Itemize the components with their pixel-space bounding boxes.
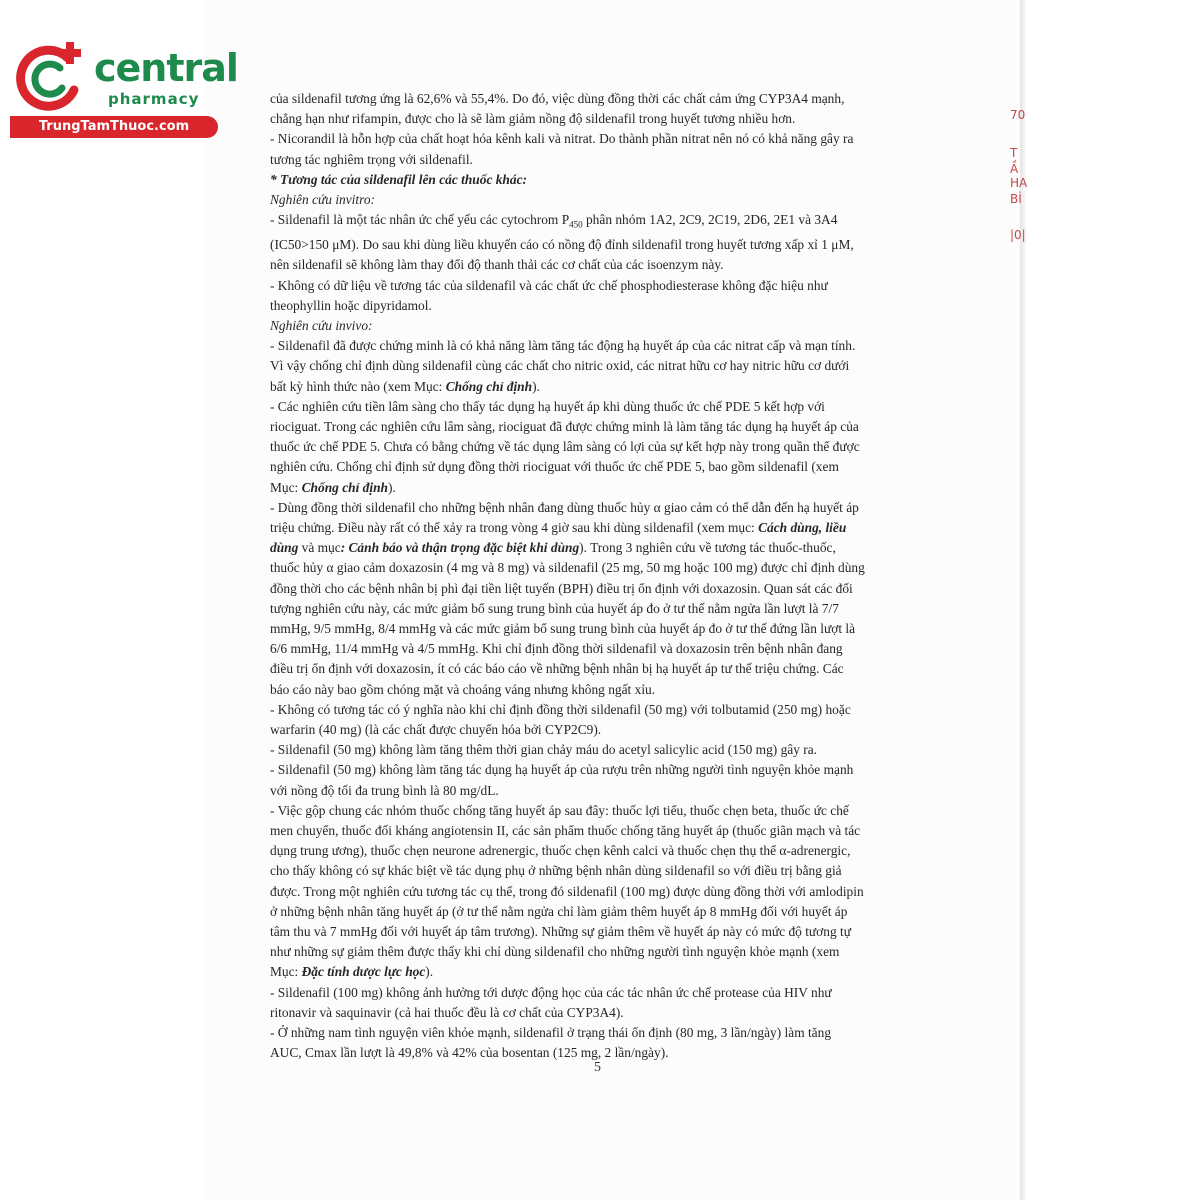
- text-line: của sildenafil tương ứng là 62,6% và 55,4%. Do đó, việc dùng đồng thời các chất cảm ứng CYP3A4 mạnh,: [270, 91, 845, 106]
- text-line: thuốc ức chế PDE 5. Chưa có bằng chứng về tác dụng lâm sàng có lợi của sự kết hợp này trong quần thể được: [270, 439, 860, 455]
- text-line: - Ở những nam tình nguyện viên khỏe mạnh, sildenafil ở trạng thái ổn định (80 mg, 3 lần/ngày) làm tăng: [270, 1025, 832, 1041]
- text-line: warfarin (40 mg) (là các chất được chuyển hóa bởi CYP2C9).: [270, 721, 602, 737]
- text-line: mmHg, 9/5 mmHg, 8/4 mmHg và các mức giảm bổ sung trung bình của huyết áp đo ở tư thế đứng lần lượt là: [270, 620, 856, 636]
- stamp-text: |0|: [1010, 228, 1026, 242]
- text-line: nên sildenafil sẽ không làm thay đổi độ thanh thải các cơ chất của các isoenzym này.: [270, 257, 724, 273]
- text-line: - Dùng đồng thời sildenafil cho những bệnh nhân đang dùng thuốc hủy α giao cảm có thể dẫn đến hạ huyết áp: [270, 499, 859, 515]
- text-line: men chuyển, thuốc đối kháng angiotensin II, các sản phẩm thuốc chống tăng huyết áp (thuốc giãn mạch và tác: [270, 822, 861, 838]
- text-line: ritonavir và saquinavir (cả hai thuốc đều là cơ chất của CYP3A4).: [270, 1004, 624, 1020]
- text-line: - Không có tương tác có ý nghĩa nào khi chỉ định đồng thời sildenafil (50 mg) với tolbutamid (250 mg) hoặc: [270, 701, 851, 717]
- text-line: nghiên cứu. Chống chỉ định sử dụng đồng thời riociguat với thuốc ức chế PDE 5, bao gồm sildenafil (xem: [270, 459, 839, 475]
- logo-website: TrungTamThuoc.com: [10, 116, 218, 138]
- text-line: - Việc gộp chung các nhóm thuốc chống tăng huyết áp sau đây: thuốc lợi tiểu, thuốc chẹn beta, thuốc ức chế: [270, 802, 849, 818]
- text-line: - Các nghiên cứu tiền lâm sàng cho thấy tác dụng hạ huyết áp khi dùng thuốc ức chế PDE 5 kết hợp với: [270, 398, 825, 414]
- text-line: điều trị ổn định với doxazosin, ít có các báo cáo về những bệnh nhân bị hạ huyết áp tư thế triệu chứng. Các: [270, 661, 844, 677]
- stamp-text: T: [1010, 146, 1018, 160]
- stamp-text: 70: [1010, 108, 1026, 122]
- text-line: cho thấy không có sự khác biệt về tác dụng phụ ở những bệnh nhân dùng sildenafil so với điều trị bằng giả: [270, 863, 842, 879]
- text-line: chẳng hạn như rifampin, được cho là sẽ làm giảm nồng độ sildenafil trong huyết tương nhiều hơn.: [270, 111, 796, 127]
- section-heading: * Tương tác của sildenafil lên các thuốc khác:: [270, 171, 527, 187]
- cross-reference: Chống chỉ định: [445, 378, 533, 394]
- text-line: tâm thu và 7 mmHg đối với huyết áp tâm trương). Những sự giảm thêm về huyết áp này có mức độ tương tự: [270, 924, 851, 939]
- logo-brand: central: [94, 46, 238, 90]
- cross-reference: Chống chỉ định: [301, 479, 388, 495]
- subsection-heading: Nghiên cứu invivo:: [270, 317, 373, 333]
- text-line: Mục: Đặc tính dược lực học).: [270, 964, 434, 980]
- text-line: dụng trung ương), thuốc chẹn neurone adrenergic, thuốc chẹn kênh calci và thuốc chẹn thụ thể α-adrenergic,: [270, 843, 851, 859]
- text-line: - Nicorandil là hỗn hợp của chất hoạt hóa kênh kali và nitrat. Do thành phần nitrat nên nó có khả năng gây ra: [270, 131, 854, 147]
- text-line: - Không có dữ liệu về tương tác của sildenafil và các chất ức chế phosphodiesterase không đặc hiệu như: [270, 277, 828, 293]
- text-line: báo cáo này bao gồm chóng mặt và choáng váng nhưng không ngất xỉu.: [270, 681, 656, 697]
- logo-mark-icon: [10, 38, 88, 116]
- document-body: [270, 89, 944, 1063]
- text-line: như những sự giảm thêm được thấy khi chỉ dùng sildenafil cho những người tình nguyện khỏe mạnh (xem: [270, 944, 840, 960]
- text-line: - Sildenafil đã được chứng minh là có khả năng làm tăng tác động hạ huyết áp của các nitrat cấp và mạn tính.: [270, 338, 856, 354]
- cross-reference: dùng: [270, 540, 299, 556]
- cross-reference: Đặc tính dược lực học: [301, 964, 426, 980]
- text-line: tương tác nghiêm trọng với sildenafil.: [270, 151, 473, 167]
- text-line: - Sildenafil (50 mg) không làm tăng thêm thời gian chảy máu do acetyl salicylic acid (150 mg) gây ra.: [270, 742, 818, 758]
- stamp-text: BÌ: [1010, 192, 1022, 206]
- text-line: dùng và mục: Cảnh báo và thận trọng đặc biệt khi dùng). Trong 3 nghiên cứu về tương tác thuốc-thuốc,: [270, 540, 836, 556]
- text-line: bất kỳ hình thức nào (xem Mục: Chống chỉ định).: [270, 378, 540, 394]
- central-pharmacy-logo[interactable]: [8, 36, 238, 140]
- text-line: AUC, Cmax lần lượt là 49,8% và 42% của bosentan (125 mg, 2 lần/ngày).: [270, 1045, 669, 1061]
- text-line: với nồng độ tối đa trung bình là 80 mg/dL.: [270, 782, 499, 798]
- text-line: thuốc hủy α giao cảm doxazosin (4 mg và 8 mg) và sildenafil (25 mg, 50 mg hoặc 100 mg) được chỉ định dùng: [270, 560, 865, 576]
- text-line: Vì vậy chống chỉ định dùng sildenafil cùng các chất cho nitric oxid, các nitrat hữu cơ hay nitric hữu cơ dưới: [270, 358, 850, 374]
- logo-tagline: pharmacy: [108, 90, 200, 108]
- cross-reference: : Cảnh báo và thận trọng đặc biệt khi dùng: [340, 540, 580, 556]
- text-line: theophyllin hoặc dipyridamol.: [270, 297, 432, 313]
- text-line: ở những bệnh nhân tăng huyết áp (ở tư thế nằm ngửa chỉ làm giảm thêm huyết áp 8 mmHg đối với huyết áp: [270, 903, 848, 919]
- text-line: - Sildenafil (100 mg) không ảnh hưởng tới dược động học của các tác nhân ức chế protease của HIV như: [270, 984, 832, 1000]
- text-line: tượng nghiên cứu này, các mức giảm bổ sung trung bình của huyết áp đo ở tư thế nằm ngửa lần lượt là 7/7: [270, 600, 839, 616]
- text-line: đồng thời cho các bệnh nhân bị phì đại tiền liệt tuyến (BPH) điều trị ổn định với doxazosin. Quan sát các đối: [270, 580, 853, 596]
- text-line: Mục: Chống chỉ định).: [270, 479, 396, 495]
- text-line: - Sildenafil (50 mg) không làm tăng tác dụng hạ huyết áp của rượu trên những người tình nguyện khỏe mạnh: [270, 762, 854, 778]
- cross-reference: Cách dùng, liều: [758, 519, 847, 535]
- text-line: riociguat. Trong các nghiên cứu lâm sàng, riociguat đã được chứng minh là làm tăng tác dụng hạ huyết áp của: [270, 418, 859, 434]
- text-line: được. Trong một nghiên cứu tương tác cụ thể, trong đó sildenafil (100 mg) được dùng đồng thời với amlodipin: [270, 883, 864, 899]
- text-line: triệu chứng. Điều này rất có thể xảy ra trong vòng 4 giờ sau khi dùng sildenafil (xem mục: Cách dùng, liều: [270, 519, 847, 535]
- subsection-heading: Nghiên cứu invitro:: [270, 192, 375, 208]
- text-line: (IC50>150 μM). Do sau khi dùng liều khuyến cáo có nồng độ đỉnh sildenafil trong huyết tương xấp xỉ 1 μM,: [270, 237, 854, 253]
- text-line: 6/6 mmHg, 11/4 mmHg và 4/5 mmHg. Khi chỉ định đồng thời sildenafil và doxazosin trên bệnh nhân đang: [270, 641, 843, 657]
- text-line: - Sildenafil là một tác nhân ức chế yếu các cytochrom $P_{450}$ phân nhóm 1A2, 2C9, 2C19, 2D6, 2E1 và 3A4: [270, 212, 838, 230]
- stamp-text: Ầ: [1010, 162, 1019, 176]
- stamp-text: HA: [1010, 176, 1028, 190]
- page-number: 5: [594, 1060, 601, 1075]
